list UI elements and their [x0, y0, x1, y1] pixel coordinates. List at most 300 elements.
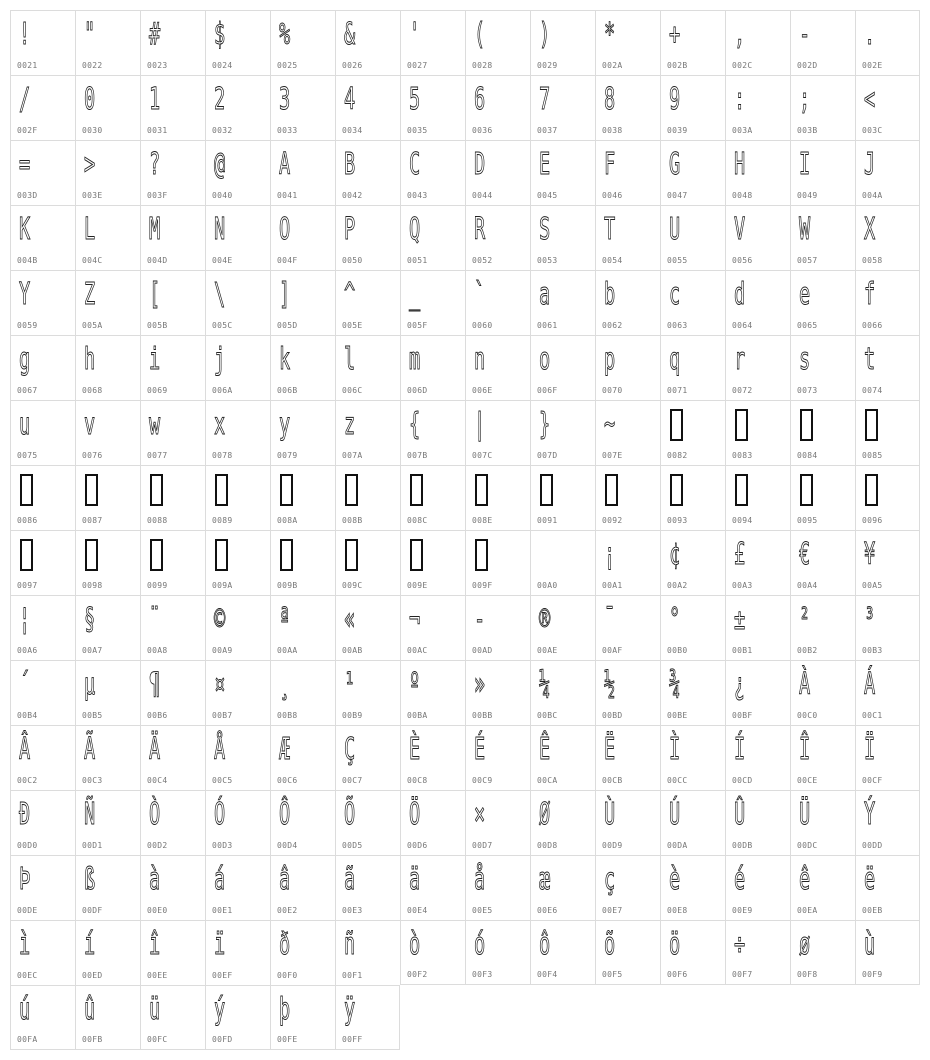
glyph-cell[interactable] [855, 205, 920, 270]
glyph-char: R [474, 212, 486, 247]
glyph-cell[interactable] [725, 270, 790, 335]
glyph-code: 0040 [212, 191, 233, 200]
glyph-cell[interactable] [75, 10, 140, 75]
glyph-code: 008A [277, 516, 298, 525]
glyph-cell[interactable] [10, 205, 75, 270]
glyph-cell[interactable] [270, 140, 335, 205]
glyph-cell[interactable] [725, 75, 790, 140]
glyph-cell[interactable] [660, 140, 725, 205]
glyph-char: ` [474, 277, 486, 312]
glyph-cell[interactable] [855, 10, 920, 75]
glyph-cell[interactable] [75, 465, 140, 530]
missing-glyph-box [215, 539, 228, 571]
glyph-code: 0058 [862, 256, 883, 265]
glyph-code: 005C [212, 321, 233, 330]
glyph-code: 0063 [667, 321, 688, 330]
glyph-code: 00FB [82, 1035, 103, 1044]
glyph-cell[interactable] [855, 920, 920, 985]
glyph-cell[interactable] [400, 335, 465, 400]
glyph-cell[interactable] [530, 530, 595, 595]
glyph-char: á [214, 862, 226, 897]
glyph-code: 00D1 [82, 841, 103, 850]
glyph-cell[interactable] [855, 465, 920, 530]
glyph-cell[interactable] [75, 790, 140, 855]
glyph-cell[interactable] [400, 400, 465, 465]
glyph-cell[interactable] [140, 465, 205, 530]
glyph-char: è [669, 862, 681, 897]
glyph-cell[interactable] [335, 205, 400, 270]
glyph-cell[interactable] [10, 10, 75, 75]
glyph-cell[interactable] [270, 660, 335, 725]
glyph-code: 0028 [472, 61, 493, 70]
glyph-cell[interactable] [270, 985, 335, 1050]
glyph-cell[interactable] [660, 920, 725, 985]
glyph-cell[interactable] [75, 335, 140, 400]
glyph-cell[interactable] [725, 140, 790, 205]
glyph-cell[interactable] [790, 595, 855, 660]
missing-glyph-box [865, 474, 878, 506]
glyph-cell[interactable] [725, 335, 790, 400]
glyph-cell[interactable] [270, 335, 335, 400]
glyph-cell[interactable] [270, 75, 335, 140]
glyph-cell[interactable] [530, 75, 595, 140]
glyph-cell[interactable] [855, 75, 920, 140]
glyph-cell[interactable] [790, 530, 855, 595]
glyph-cell[interactable] [335, 270, 400, 335]
glyph-code: 0062 [602, 321, 623, 330]
glyph-cell[interactable] [790, 335, 855, 400]
glyph-cell[interactable] [465, 465, 530, 530]
glyph-cell[interactable] [595, 140, 660, 205]
glyph-cell[interactable] [530, 465, 595, 530]
glyph-code: 00CA [537, 776, 558, 785]
glyph-cell[interactable] [530, 920, 595, 985]
glyph-cell[interactable] [400, 205, 465, 270]
glyph-cell[interactable] [75, 400, 140, 465]
glyph-cell[interactable] [595, 725, 660, 790]
glyph-cell[interactable] [140, 335, 205, 400]
glyph-char: ø [799, 927, 811, 962]
glyph-cell[interactable] [140, 10, 205, 75]
missing-glyph-box [735, 409, 748, 441]
glyph-cell[interactable] [660, 855, 725, 920]
glyph-char: ! [19, 17, 31, 52]
glyph-cell[interactable] [75, 985, 140, 1050]
glyph-cell[interactable] [400, 855, 465, 920]
glyph-code: 0092 [602, 516, 623, 525]
glyph-cell[interactable] [790, 660, 855, 725]
glyph-cell[interactable] [465, 10, 530, 75]
glyph-cell[interactable] [75, 140, 140, 205]
glyph-cell[interactable] [725, 205, 790, 270]
glyph-cell[interactable] [855, 595, 920, 660]
glyph-cell[interactable] [400, 75, 465, 140]
glyph-cell[interactable] [335, 660, 400, 725]
glyph-cell[interactable] [530, 335, 595, 400]
glyph-cell[interactable] [10, 595, 75, 660]
glyph-cell[interactable] [595, 270, 660, 335]
glyph-cell[interactable] [205, 465, 270, 530]
glyph-cell[interactable] [465, 595, 530, 660]
glyph-cell[interactable] [335, 530, 400, 595]
glyph-cell[interactable] [790, 205, 855, 270]
glyph-code: 00DD [862, 841, 883, 850]
glyph-cell[interactable] [595, 465, 660, 530]
glyph-cell[interactable] [660, 10, 725, 75]
glyph-cell[interactable] [465, 855, 530, 920]
glyph-cell[interactable] [75, 595, 140, 660]
glyph-cell[interactable] [660, 465, 725, 530]
glyph-cell[interactable] [660, 205, 725, 270]
glyph-cell[interactable] [465, 920, 530, 985]
glyph-cell[interactable] [205, 205, 270, 270]
glyph-cell[interactable] [530, 855, 595, 920]
glyph-cell[interactable] [660, 530, 725, 595]
glyph-cell[interactable] [10, 660, 75, 725]
glyph-cell[interactable] [595, 75, 660, 140]
glyph-cell[interactable] [465, 205, 530, 270]
glyph-code: 00A9 [212, 646, 233, 655]
glyph-cell[interactable] [855, 530, 920, 595]
glyph-cell[interactable] [400, 920, 465, 985]
glyph-char: r [734, 342, 746, 377]
glyph-cell[interactable] [10, 530, 75, 595]
glyph-cell[interactable] [465, 530, 530, 595]
glyph-cell[interactable] [660, 270, 725, 335]
glyph-char: é [734, 862, 746, 897]
glyph-cell[interactable] [595, 920, 660, 985]
glyph-cell[interactable] [855, 140, 920, 205]
glyph-cell[interactable] [270, 400, 335, 465]
glyph-code: 0031 [147, 126, 168, 135]
glyph-cell[interactable] [465, 270, 530, 335]
glyph-cell[interactable] [140, 985, 205, 1050]
glyph-code: 00BB [472, 711, 493, 720]
glyph-cell[interactable] [205, 790, 270, 855]
glyph-cell[interactable] [725, 725, 790, 790]
glyph-cell[interactable] [140, 790, 205, 855]
glyph-char: § [84, 602, 96, 637]
glyph-cell[interactable] [725, 660, 790, 725]
glyph-cell[interactable] [465, 335, 530, 400]
glyph-cell[interactable] [335, 10, 400, 75]
glyph-cell[interactable] [530, 140, 595, 205]
glyph-cell[interactable] [10, 335, 75, 400]
glyph-cell[interactable] [10, 75, 75, 140]
glyph-cell[interactable] [660, 335, 725, 400]
glyph-char: 0 [84, 82, 96, 117]
glyph-code: 0047 [667, 191, 688, 200]
glyph-cell[interactable] [335, 335, 400, 400]
glyph-cell[interactable] [660, 725, 725, 790]
glyph-cell[interactable] [10, 270, 75, 335]
glyph-char: ¶ [149, 667, 161, 702]
glyph-cell[interactable] [140, 920, 205, 985]
glyph-cell[interactable] [465, 790, 530, 855]
glyph-cell[interactable] [790, 140, 855, 205]
glyph-cell[interactable] [465, 400, 530, 465]
glyph-cell[interactable] [335, 855, 400, 920]
glyph-cell[interactable] [790, 10, 855, 75]
glyph-char: / [19, 82, 31, 117]
glyph-cell[interactable] [335, 790, 400, 855]
glyph-cell[interactable] [595, 595, 660, 660]
glyph-cell[interactable] [725, 855, 790, 920]
glyph-cell[interactable] [595, 530, 660, 595]
glyph-char: Ä [149, 732, 161, 767]
glyph-cell[interactable] [465, 725, 530, 790]
missing-glyph-box [605, 474, 618, 506]
glyph-cell[interactable] [140, 205, 205, 270]
glyph-cell[interactable] [10, 985, 75, 1050]
glyph-cell[interactable] [205, 10, 270, 75]
glyph-cell[interactable] [790, 270, 855, 335]
glyph-cell[interactable] [855, 335, 920, 400]
glyph-cell[interactable] [790, 725, 855, 790]
glyph-cell[interactable] [335, 140, 400, 205]
glyph-cell[interactable] [790, 855, 855, 920]
glyph-cell[interactable] [790, 75, 855, 140]
missing-glyph-box [865, 409, 878, 441]
glyph-cell[interactable] [855, 725, 920, 790]
glyph-code: 00A1 [602, 581, 623, 590]
glyph-cell[interactable] [205, 920, 270, 985]
glyph-char: Ø [539, 797, 551, 832]
glyph-cell[interactable] [75, 530, 140, 595]
glyph-cell[interactable] [725, 400, 790, 465]
glyph-char: ò [409, 927, 421, 962]
glyph-cell[interactable] [335, 465, 400, 530]
glyph-cell[interactable] [400, 595, 465, 660]
glyph-cell[interactable] [530, 400, 595, 465]
glyph-cell[interactable] [205, 985, 270, 1050]
glyph-code: 00AB [342, 646, 363, 655]
glyph-cell[interactable] [400, 465, 465, 530]
glyph-code: 0026 [342, 61, 363, 70]
glyph-cell[interactable] [75, 270, 140, 335]
missing-glyph-box [20, 539, 33, 571]
glyph-cell[interactable] [660, 790, 725, 855]
glyph-char: P [344, 212, 356, 247]
glyph-char: B [344, 147, 356, 182]
glyph-cell[interactable] [270, 855, 335, 920]
glyph-code: 0065 [797, 321, 818, 330]
glyph-cell[interactable] [725, 530, 790, 595]
glyph-cell[interactable] [465, 660, 530, 725]
glyph-cell[interactable] [855, 660, 920, 725]
glyph-cell[interactable] [205, 400, 270, 465]
glyph-cell[interactable] [660, 75, 725, 140]
glyph-cell[interactable] [335, 985, 400, 1050]
glyph-cell[interactable] [10, 725, 75, 790]
glyph-cell[interactable] [595, 400, 660, 465]
glyph-cell[interactable] [270, 725, 335, 790]
glyph-cell[interactable] [595, 205, 660, 270]
glyph-cell[interactable] [400, 140, 465, 205]
glyph-cell[interactable] [270, 10, 335, 75]
glyph-code: 003C [862, 126, 883, 135]
glyph-cell[interactable] [335, 75, 400, 140]
glyph-cell[interactable] [660, 660, 725, 725]
glyph-char: Ô [279, 797, 291, 832]
missing-glyph-box [280, 474, 293, 506]
glyph-cell[interactable] [270, 465, 335, 530]
glyph-char: H [734, 147, 746, 182]
glyph-cell[interactable] [660, 595, 725, 660]
glyph-char: ¯ [604, 602, 616, 637]
glyph-cell[interactable] [335, 595, 400, 660]
glyph-cell[interactable] [140, 400, 205, 465]
glyph-cell[interactable] [790, 920, 855, 985]
glyph-cell[interactable] [530, 595, 595, 660]
glyph-cell[interactable] [530, 10, 595, 75]
glyph-cell[interactable] [10, 140, 75, 205]
glyph-code: 00C0 [797, 711, 818, 720]
glyph-cell[interactable] [270, 595, 335, 660]
glyph-cell[interactable] [140, 855, 205, 920]
glyph-cell[interactable] [270, 920, 335, 985]
glyph-cell[interactable] [530, 790, 595, 855]
glyph-char: [ [149, 277, 161, 312]
glyph-code: 00A7 [82, 646, 103, 655]
glyph-cell[interactable] [400, 790, 465, 855]
glyph-cell[interactable] [205, 855, 270, 920]
glyph-char: < [864, 82, 876, 117]
glyph-cell[interactable] [75, 725, 140, 790]
glyph-code: 0068 [82, 386, 103, 395]
glyph-char: W [799, 212, 811, 247]
glyph-cell[interactable] [270, 530, 335, 595]
missing-glyph-box [735, 474, 748, 506]
glyph-char: G [669, 147, 681, 182]
glyph-cell[interactable] [400, 530, 465, 595]
glyph-cell[interactable] [140, 75, 205, 140]
glyph-cell[interactable] [595, 855, 660, 920]
glyph-cell[interactable] [400, 660, 465, 725]
glyph-cell[interactable] [595, 790, 660, 855]
glyph-cell[interactable] [140, 660, 205, 725]
glyph-cell[interactable] [530, 660, 595, 725]
glyph-cell[interactable] [400, 10, 465, 75]
glyph-cell[interactable] [205, 530, 270, 595]
glyph-cell[interactable] [400, 270, 465, 335]
glyph-char: × [474, 797, 486, 832]
glyph-cell[interactable] [205, 660, 270, 725]
glyph-cell[interactable] [75, 75, 140, 140]
glyph-char: | [474, 407, 486, 442]
glyph-cell[interactable] [205, 595, 270, 660]
glyph-cell[interactable] [270, 205, 335, 270]
missing-glyph-box [20, 474, 33, 506]
glyph-code: 00A0 [537, 581, 558, 590]
glyph-cell[interactable] [205, 140, 270, 205]
glyph-cell[interactable] [725, 10, 790, 75]
glyph-cell[interactable] [855, 790, 920, 855]
glyph-char: Æ [279, 732, 291, 767]
glyph-code: 00A8 [147, 646, 168, 655]
glyph-cell[interactable] [530, 725, 595, 790]
glyph-code: 003B [797, 126, 818, 135]
glyph-cell[interactable] [75, 205, 140, 270]
glyph-cell[interactable] [400, 725, 465, 790]
glyph-cell[interactable] [10, 465, 75, 530]
glyph-cell[interactable] [465, 140, 530, 205]
glyph-cell[interactable] [790, 465, 855, 530]
glyph-cell[interactable] [595, 660, 660, 725]
glyph-cell[interactable] [205, 335, 270, 400]
glyph-cell[interactable] [270, 790, 335, 855]
glyph-cell[interactable] [140, 725, 205, 790]
glyph-code: 00D0 [17, 841, 38, 850]
glyph-code: 0033 [277, 126, 298, 135]
glyph-code: 00F2 [407, 970, 428, 979]
glyph-cell[interactable] [205, 75, 270, 140]
glyph-cell[interactable] [790, 400, 855, 465]
glyph-cell[interactable] [140, 270, 205, 335]
glyph-code: 0094 [732, 516, 753, 525]
glyph-cell[interactable] [270, 270, 335, 335]
glyph-code: 004C [82, 256, 103, 265]
glyph-cell[interactable] [335, 920, 400, 985]
glyph-cell[interactable] [855, 400, 920, 465]
glyph-char: » [474, 667, 486, 702]
glyph-cell[interactable] [140, 595, 205, 660]
glyph-char: þ [279, 992, 291, 1027]
glyph-cell[interactable] [725, 920, 790, 985]
glyph-cell[interactable] [725, 790, 790, 855]
glyph-cell[interactable] [140, 140, 205, 205]
glyph-char: â [279, 862, 291, 897]
glyph-code: 009E [407, 581, 428, 590]
glyph-cell[interactable] [725, 465, 790, 530]
glyph-char: 3 [279, 82, 291, 117]
glyph-char: Á [864, 667, 876, 702]
glyph-cell[interactable] [10, 400, 75, 465]
glyph-cell[interactable] [530, 270, 595, 335]
glyph-cell[interactable] [725, 595, 790, 660]
glyph-cell[interactable] [75, 920, 140, 985]
glyph-cell[interactable] [205, 270, 270, 335]
glyph-code: 00F9 [862, 970, 883, 979]
glyph-char: Ï [864, 732, 876, 767]
glyph-cell[interactable] [595, 10, 660, 75]
glyph-code: 004E [212, 256, 233, 265]
glyph-cell[interactable] [530, 205, 595, 270]
glyph-cell[interactable] [660, 400, 725, 465]
glyph-cell[interactable] [595, 335, 660, 400]
glyph-code: 004D [147, 256, 168, 265]
glyph-cell[interactable] [75, 660, 140, 725]
glyph-char: F [604, 147, 616, 182]
glyph-code: 006D [407, 386, 428, 395]
glyph-cell[interactable] [790, 790, 855, 855]
glyph-cell[interactable] [205, 725, 270, 790]
glyph-code: 00C6 [277, 776, 298, 785]
glyph-cell[interactable] [10, 920, 75, 985]
glyph-cell[interactable] [335, 400, 400, 465]
glyph-cell[interactable] [465, 75, 530, 140]
glyph-cell[interactable] [10, 855, 75, 920]
glyph-cell[interactable] [75, 855, 140, 920]
glyph-cell[interactable] [10, 790, 75, 855]
glyph-cell[interactable] [855, 270, 920, 335]
glyph-cell[interactable] [855, 855, 920, 920]
glyph-code: 0071 [667, 386, 688, 395]
glyph-cell[interactable] [140, 530, 205, 595]
glyph-char: ² [799, 602, 811, 637]
glyph-char: e [799, 277, 811, 312]
glyph-cell[interactable] [335, 725, 400, 790]
